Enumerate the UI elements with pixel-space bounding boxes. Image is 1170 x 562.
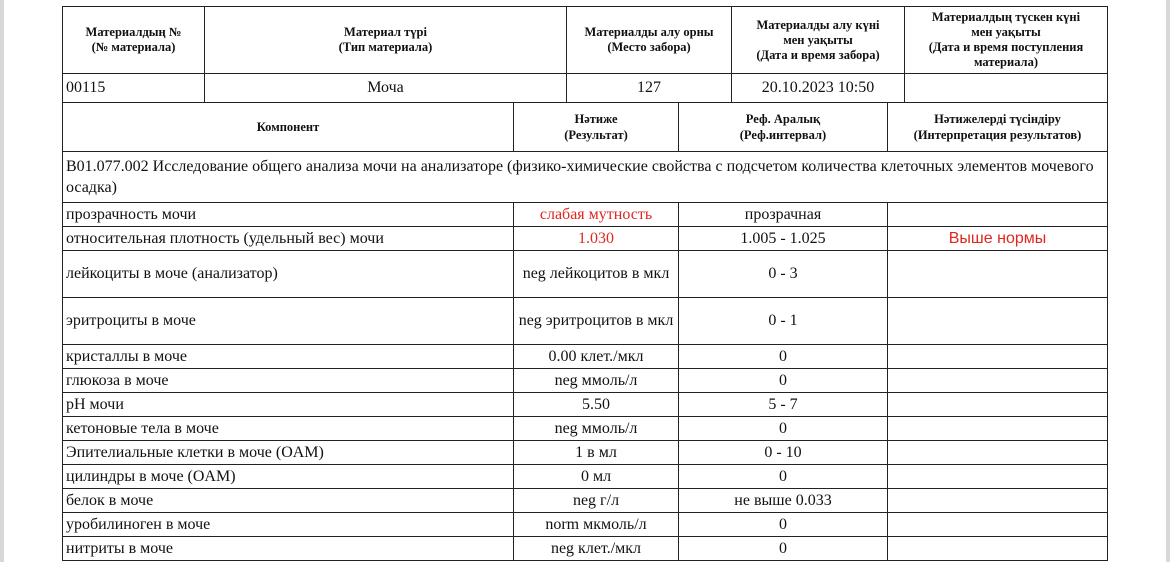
component-cell: pH мочи <box>63 393 514 417</box>
result-cell: neg ммоль/л <box>514 417 679 441</box>
header-line: (Дата и время забора) <box>756 47 880 62</box>
table-row <box>63 251 1108 298</box>
reference-cell: 0 - 3 <box>679 251 888 298</box>
header-interpretation <box>888 103 1108 152</box>
header-line: (Результат) <box>564 128 628 142</box>
reference-cell: 0 <box>679 417 888 441</box>
page-edge-right <box>1166 0 1170 562</box>
header-material-place <box>567 7 732 74</box>
table-row <box>63 345 1108 369</box>
header-line: (Реф.интервал) <box>739 128 827 142</box>
material-table <box>62 6 1108 103</box>
result-cell: neg ммоль/л <box>514 369 679 393</box>
table-row <box>63 369 1108 393</box>
interpretation-cell <box>888 441 1108 465</box>
component-cell: лейкоциты в моче (анализатор) <box>63 251 514 298</box>
receipt-datetime <box>905 74 1108 103</box>
result-cell: 5.50 <box>514 393 679 417</box>
interpretation-cell <box>888 393 1108 417</box>
interpretation-cell <box>888 298 1108 345</box>
reference-cell: 0 <box>679 465 888 489</box>
page-edge-left <box>0 0 4 562</box>
interpretation-cell <box>888 465 1108 489</box>
header-line: (№ материала) <box>91 40 176 54</box>
result-cell: neg эритроцитов в мкл <box>514 298 679 345</box>
header-material-number <box>63 7 205 74</box>
header-line: Нәтиже <box>574 112 618 126</box>
table-row <box>63 489 1108 513</box>
result-cell: neg г/л <box>514 489 679 513</box>
result-cell: norm мкмоль/л <box>514 513 679 537</box>
reference-cell: 0 <box>679 369 888 393</box>
reference-cell: 0 <box>679 537 888 561</box>
table-row <box>63 393 1108 417</box>
interpretation-cell <box>888 537 1108 561</box>
header-line: Материалды алу орны <box>584 25 714 39</box>
reference-cell: 1.005 - 1.025 <box>679 227 888 251</box>
header-line: Материалдың түскен күні <box>931 10 1081 24</box>
header-component: Компонент <box>63 103 514 152</box>
interpretation-cell <box>888 203 1108 227</box>
table-row <box>63 417 1108 441</box>
header-line: (Дата и время поступления <box>928 40 1084 54</box>
reference-cell: прозрачная <box>679 203 888 227</box>
component-cell: относительная плотность (удельный вес) мочи <box>63 227 514 251</box>
table-row <box>63 441 1108 465</box>
section-row <box>63 152 1108 203</box>
result-cell: neg лейкоцитов в мкл <box>514 251 679 298</box>
header-line: Материал түрі <box>344 25 427 39</box>
section-title: B01.077.002 Исследование общего анализа мочи на анализаторе (физико-химические свойства с подсчетом количества клеточных элементов мочевого осадка) <box>63 152 1108 203</box>
result-cell: neg клет./мкл <box>514 537 679 561</box>
reference-cell: не выше 0.033 <box>679 489 888 513</box>
results-header-row <box>63 103 1108 152</box>
reference-cell: 0 - 1 <box>679 298 888 345</box>
header-line: Нәтижелерді түсіндіру <box>934 112 1061 126</box>
result-cell: 1 в мл <box>514 441 679 465</box>
interpretation-cell <box>888 251 1108 298</box>
header-line: (Место забора) <box>607 40 691 54</box>
table-row <box>63 513 1108 537</box>
results-table <box>62 102 1108 561</box>
header-line: Материалдың № <box>85 25 182 39</box>
table-row <box>63 203 1108 227</box>
material-data-row <box>63 74 1108 103</box>
reference-cell: 0 <box>679 513 888 537</box>
header-line: (Тип материала) <box>338 40 433 54</box>
interpretation-cell <box>888 513 1108 537</box>
component-cell: уробилиноген в моче <box>63 513 514 537</box>
result-cell: 0.00 клет./мкл <box>514 345 679 369</box>
header-line: материала) <box>974 55 1038 69</box>
interpretation-cell <box>888 369 1108 393</box>
table-row <box>63 227 1108 251</box>
component-cell: цилиндры в моче (OAM) <box>63 465 514 489</box>
component-cell: эритроциты в моче <box>63 298 514 345</box>
result-cell-abnormal: слабая мутность <box>514 203 679 227</box>
material-place: 127 <box>567 74 732 103</box>
material-number: 00115 <box>63 74 205 103</box>
interpretation-cell <box>888 417 1108 441</box>
header-material-type <box>205 7 567 74</box>
header-line: Реф. Аралық <box>745 112 821 126</box>
collection-datetime: 20.10.2023 10:50 <box>732 74 905 103</box>
table-row <box>63 465 1108 489</box>
header-line: Материалды алу күні <box>756 17 880 32</box>
result-cell-abnormal: 1.030 <box>514 227 679 251</box>
component-cell: Эпителиальные клетки в моче (OAM) <box>63 441 514 465</box>
component-cell: белок в моче <box>63 489 514 513</box>
reference-cell: 0 - 10 <box>679 441 888 465</box>
header-receipt-datetime <box>905 7 1108 74</box>
header-collection-datetime <box>732 7 905 74</box>
header-line: (Интерпретация результатов) <box>913 128 1082 142</box>
reference-cell: 5 - 7 <box>679 393 888 417</box>
result-cell: 0 мл <box>514 465 679 489</box>
material-header-row <box>63 7 1108 74</box>
interpretation-cell <box>888 345 1108 369</box>
table-row <box>63 298 1108 345</box>
interpretation-cell <box>888 489 1108 513</box>
header-result <box>514 103 679 152</box>
material-type: Моча <box>205 74 567 103</box>
component-cell: кетоновые тела в моче <box>63 417 514 441</box>
header-line: мен уақыты <box>971 25 1041 39</box>
reference-cell: 0 <box>679 345 888 369</box>
component-cell: нитриты в моче <box>63 537 514 561</box>
table-row <box>63 537 1108 561</box>
header-line: мен уақыты <box>783 32 853 47</box>
component-cell: кристаллы в моче <box>63 345 514 369</box>
component-cell: глюкоза в моче <box>63 369 514 393</box>
header-reference <box>679 103 888 152</box>
component-cell: прозрачность мочи <box>63 203 514 227</box>
interpretation-cell: Выше нормы <box>888 227 1108 251</box>
